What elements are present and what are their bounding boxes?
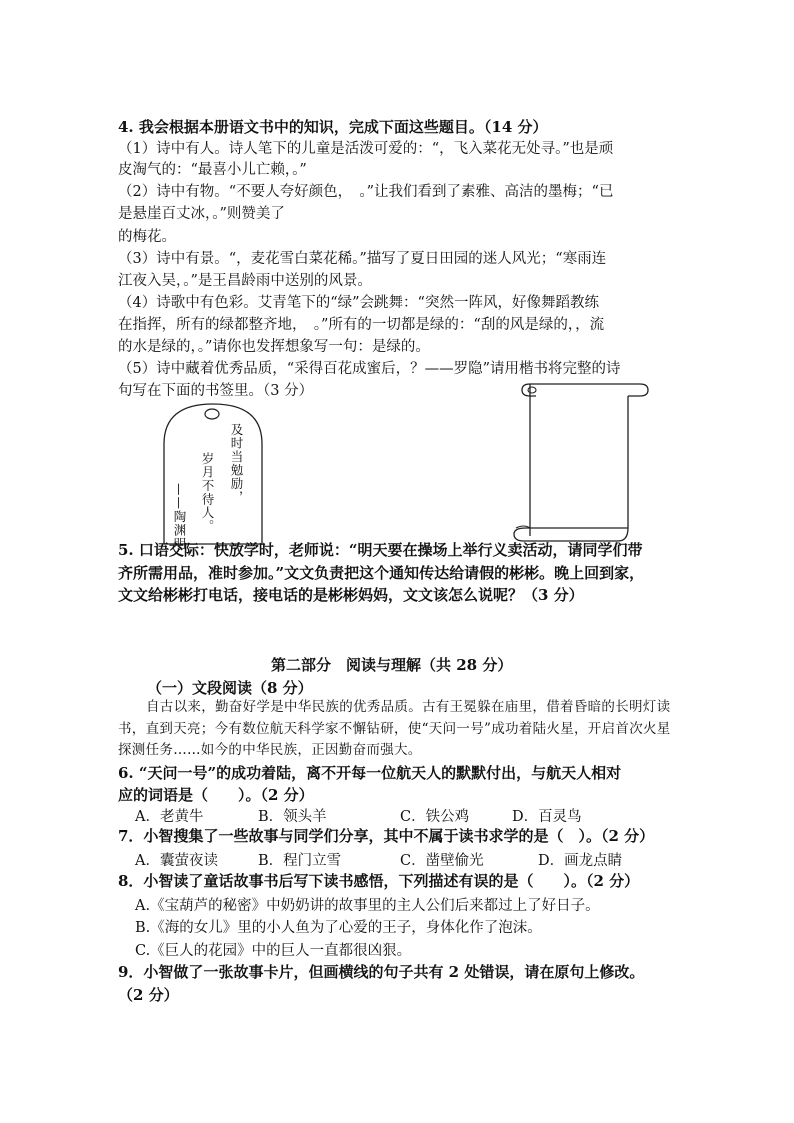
section-heading: （一）文段阅读（8 分） [147,679,313,697]
q4-line: （3）诗中有景。“，麦花雪白菜花稀。”描写了夏日田园的迷人风光；“寒雨连 [118,251,607,267]
q6-option-c: C．铁公鸡 [400,809,470,825]
bookmark-text-col1: 及时当勉励， [229,423,244,504]
part2-heading: 第二部分 阅读与理解（共 28 分） [271,656,513,674]
q4-line: 皮淘气的：“最喜小儿亡赖，。” [118,162,307,178]
q5-line: 文文给彬彬打电话，接电话的是彬彬妈妈，文文该怎么说呢？（3 分） [118,586,584,604]
q6-option-a: A．老黄牛 [135,809,204,825]
q5-line: 齐所需用品，准时参加。”文文负责把这个通知传达给请假的彬彬。晚上回到家， [118,564,645,582]
q4-line: 句写在下面的书签里。（3 分） [118,383,314,399]
q6-option-d: D．百灵鸟 [512,809,582,825]
q7-option-c: C．凿壁偷光 [400,853,484,869]
q7-stem: 7．小智搜集了一些故事与同学们分享，其中不属于读书求学的是（ ）。（2 分） [118,827,655,845]
q4-line: 在指挥，所有的绿都整齐地， 。”所有的一切都是绿的：“刮的风是绿的，，流 [118,317,605,333]
q8-stem: 8．小智读了童话故事书后写下读书感悟，下列描述有误的是（ ）。（2 分） [118,872,640,890]
q6-option-b: B．领头羊 [258,809,327,825]
q4-line: （2）诗中有物。“不要人夸好颜色， 。”让我们看到了素雅、高洁的墨梅；“已 [118,184,614,200]
scroll-graphic [508,378,650,546]
q8-option-c: C.《巨人的花园》中的巨人一直都很凶狠。 [135,943,412,959]
q4-line: （5）诗中藏着优秀品质，“采得百花成蜜后，？——罗隐”请用楷书将完整的诗 [118,361,621,377]
q9-stem: 9．小智做了一张故事卡片，但画横线的句子共有 2 处错误，请在原句上修改。 [118,963,645,981]
q8-option-b: B.《海的女儿》里的小人鱼为了心爱的王子，身体化作了泡沫。 [135,920,542,936]
q7-option-a: A．囊萤夜读 [135,853,218,869]
q4-line: （4）诗歌中有色彩。艾青笔下的“绿”会跳舞：“突然一阵风，好像舞蹈教练 [118,295,599,311]
bookmark-text-col2: 岁月不待人。 [200,452,215,533]
q9-stem: （2 分） [118,986,179,1004]
q7-option-d: D．画龙点睛 [538,853,623,869]
q5-line: 5. 口语交际：快放学时，老师说：“明天要在操场上举行义卖活动，请同学们带 [118,541,643,559]
q4-line: 是悬崖百丈冰，。”则赞美了 [118,206,285,222]
q4-title: 4. 我会根据本册语文书中的知识，完成下面这些题目。（14 分） [118,118,548,136]
q7-option-b: B．程门立雪 [258,853,342,869]
bookmark-author: ——陶渊明 [172,483,187,551]
q4-line: 的水是绿的，。”请你也发挥想象写一句：是绿的。 [118,339,430,355]
q4-line: （1）诗中有人。诗人笔下的儿童是活泼可爱的：“，飞入菜花无处寻。”也是顽 [118,141,614,157]
q6-stem: 应的词语是（ ）。（2 分） [118,786,314,804]
q8-option-a: A.《宝葫芦的秘密》中奶奶讲的故事里的主人公们后来都过上了好日子。 [135,898,600,914]
q4-line: 江夜入吴，。”是王昌龄雨中送别的风景。 [118,273,372,289]
q4-line: 的梅花。 [118,229,176,245]
reading-passage: 自古以来，勤奋好学是中华民族的优秀品质。古有王冕躲在庙里，借着昏暗的长明灯读书，直到天亮；今有数位航天科学家不懈钻研，使“天问一号”成功着陆火星，开启首次火星探测任务……如今的中华民族，正因勤奋而强大。 [118,699,671,758]
q6-stem: 6. “天问一号”的成功着陆，离不开每一位航天人的默默付出，与航天人相对 [118,764,622,782]
